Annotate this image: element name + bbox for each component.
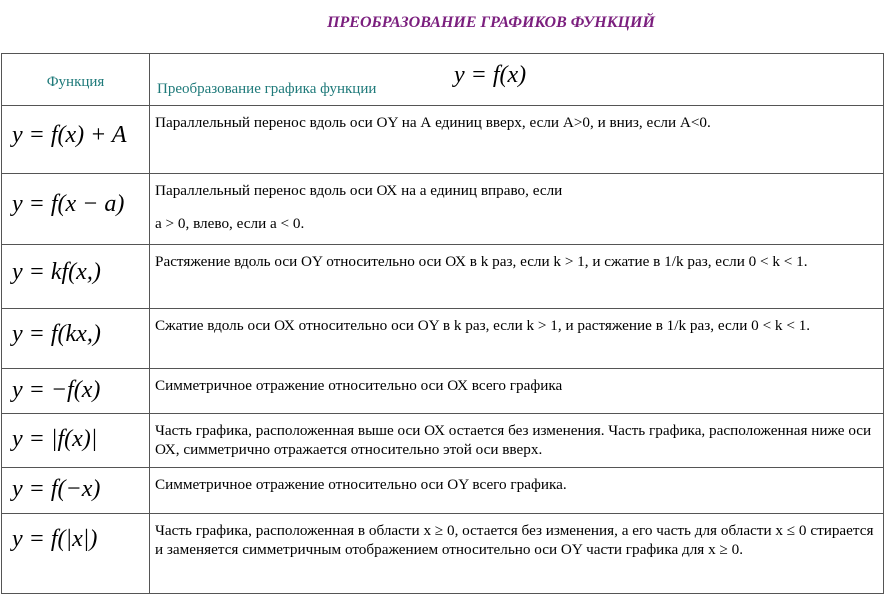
row-description: Параллельный перенос вдоль оси ОY на А единиц вверх, если А>0, и вниз, если А<0. bbox=[150, 106, 884, 174]
table-row bbox=[2, 245, 884, 309]
row-formula: y = |f(x)| bbox=[2, 414, 150, 468]
transformations-table bbox=[1, 53, 884, 594]
table-row bbox=[2, 106, 884, 174]
row-formula: y = −f(x) bbox=[2, 369, 150, 414]
row-description: Сжатие вдоль оси ОХ относительно оси ОY в k раз, если k > 1, и растяжение в 1/k раз, если 0 < k < 1. bbox=[150, 309, 884, 369]
header-function-label: Функция bbox=[2, 54, 150, 106]
table-row bbox=[2, 468, 884, 514]
row-description: Растяжение вдоль оси ОY относительно оси ОХ в k раз, если k > 1, и сжатие в 1/k раз, если 0 < k < 1. bbox=[150, 245, 884, 309]
row-formula: y = f(−x) bbox=[2, 468, 150, 514]
row-description: Симметричное отражение относительно оси ОY всего графика. bbox=[150, 468, 884, 514]
page-title: ПРЕОБРАЗОВАНИЕ ГРАФИКОВ ФУНКЦИЙ bbox=[327, 14, 655, 31]
table-row bbox=[2, 514, 884, 594]
row-formula: y = f(x − a) bbox=[2, 174, 150, 245]
header-transform-cell bbox=[150, 54, 884, 106]
row-description: Симметричное отражение относительно оси ОХ всего графика bbox=[150, 369, 884, 414]
row-description: Часть графика, расположенная в области х ≥ 0, остается без изменения, а его часть для области х ≤ 0 стирается и заменяется симметричным отображением относительно оси ОY части графика для х ≥ 0. bbox=[150, 514, 884, 594]
row-description: Часть графика, расположенная выше оси ОХ остается без изменения. Часть графика, расположенная ниже оси ОХ, симметрично отражается относительно этой оси вверх. bbox=[150, 414, 884, 468]
row-formula: y = f(|x|) bbox=[2, 514, 150, 594]
table-row bbox=[2, 309, 884, 369]
table-header-row bbox=[2, 54, 884, 106]
header-transform-label: Преобразование графика функции bbox=[157, 81, 377, 97]
row-formula: y = kf(x,) bbox=[2, 245, 150, 309]
row-description-line2: a > 0, влево, если a < 0. bbox=[155, 215, 305, 232]
row-description bbox=[150, 174, 884, 245]
table-row bbox=[2, 369, 884, 414]
table-row bbox=[2, 414, 884, 468]
row-formula: y = f(x) + A bbox=[2, 106, 150, 174]
row-formula: y = f(kx,) bbox=[2, 309, 150, 369]
row-description-line1: Параллельный перенос вдоль оси ОХ на a единиц вправо, если bbox=[155, 182, 563, 199]
table-row bbox=[2, 174, 884, 245]
header-formula: y = f(x) bbox=[454, 62, 527, 88]
